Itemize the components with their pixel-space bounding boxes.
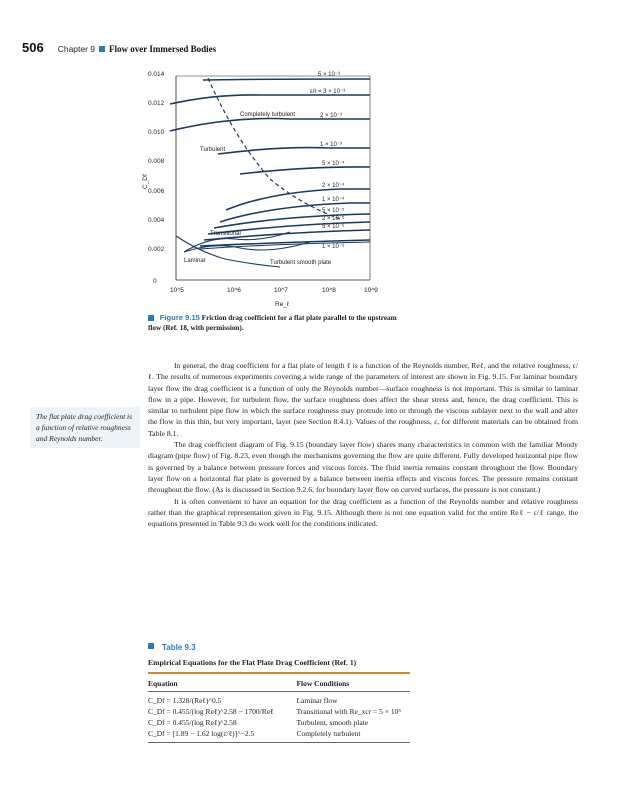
y-tick-label: 0.002: [148, 246, 165, 253]
curve-label: 2 × 10⁻⁵: [322, 216, 345, 222]
equation-cell: C_Df = 0.455/(log Reℓ)^2.58 − 1700/Reℓ: [148, 707, 274, 716]
figure-caption: [148, 313, 408, 333]
margin-note: The flat plate drag coefficient is a function of relative roughness and Reynolds number.: [30, 407, 140, 448]
caption-text: Friction drag coefficient for a flat plate parallel to the upstream flow (Ref. 18, with permission).: [148, 314, 397, 332]
page-header: [22, 40, 216, 60]
transitional-label: Transitional: [210, 231, 241, 237]
table-row: [148, 728, 410, 739]
curve-label: 1 × 10⁻³: [320, 142, 343, 148]
friction-drag-figure: [140, 64, 400, 314]
body-text: [148, 360, 578, 529]
y-tick-labels: [148, 71, 165, 285]
curve-label: 5 × 10⁻⁶: [322, 224, 345, 230]
x-tick-label: 10^6: [227, 287, 241, 294]
condition-cell: Turbulent, smooth plate: [296, 718, 369, 727]
table-title: Empirical Equations for the Flat Plate Drag Coefficient (Ref. 1): [148, 658, 357, 667]
curve-1e-4: [220, 203, 370, 222]
equation-cell: C_Df = [1.89 − 1.62 log(ε/ℓ)]^−2.5: [148, 729, 255, 738]
x-tick-label: 10^7: [274, 287, 288, 294]
page-number: 506: [22, 40, 44, 55]
x-tick-label: 10^8: [322, 287, 336, 294]
table-row: [148, 706, 410, 717]
condition-cell: Transitional with Re_xcr = 5 × 10⁵: [296, 707, 402, 716]
laminar-label: Laminar: [184, 258, 206, 264]
curve-label: 1 × 10⁻⁶: [322, 244, 345, 250]
figure-label: Figure 9.15: [159, 313, 200, 322]
x-tick-label: 10^5: [170, 287, 184, 294]
table-bottom-rule: [148, 742, 410, 743]
curve-5e-4: [240, 167, 370, 174]
column-header: Equation: [148, 679, 178, 688]
curve-labels: [310, 72, 345, 250]
paragraph: It is often convenient to have an equation for the drag coefficient as a function of the Reynolds number and relative roughness rather than the graphical representation given in Fig. 9.15. Although there is not one equation valid for the entire Reℓ − ε/ℓ range, the equations presented in Table 9.3 do work well for the conditions indicated.: [148, 496, 578, 529]
x-tick-labels: [170, 287, 378, 294]
equation-cell: C_Df = 1.328/(Reℓ)^0.5: [148, 696, 222, 705]
y-tick-label: 0.010: [148, 129, 165, 136]
table-label: Table 9.3: [162, 643, 196, 652]
condition-cell: Completely turbulent: [296, 729, 361, 738]
chapter-title: Flow over Immersed Bodies: [109, 44, 217, 54]
square-bullet-icon: [148, 643, 154, 649]
curve-label: 5 × 10⁻⁵: [322, 208, 345, 214]
curve-label: 2 × 10⁻⁴: [322, 183, 345, 189]
y-axis-title: C_Df: [142, 174, 149, 189]
x-tick-label: 10^9: [364, 287, 378, 294]
curve-3e-3: [170, 95, 370, 104]
y-tick-label: 0.014: [148, 71, 165, 78]
table-body: [148, 692, 410, 739]
curve-label: ε/ℓ = 3 × 10⁻³: [310, 89, 346, 95]
curve-label: 5 × 10⁻⁴: [322, 161, 345, 167]
curve-label: 5 × 10⁻³: [318, 72, 341, 78]
y-tick-label: 0.004: [148, 217, 165, 224]
curve-2e-3: [170, 119, 370, 132]
curve-label: 1 × 10⁻⁴: [322, 197, 345, 203]
chapter-label: Chapter 9: [57, 44, 96, 54]
smooth-plate-label: Turbulent smooth plate: [270, 260, 332, 266]
y-tick-label: 0.012: [148, 100, 165, 107]
table-header-row: [148, 674, 410, 692]
curve-5e-3: [203, 79, 370, 80]
curve-label: 2 × 10⁻³: [320, 113, 343, 119]
table-9-3: [148, 637, 410, 743]
paragraph: In general, the drag coefficient for a flat plate of length ℓ is a function of the Reynolds number, Reℓ, and the relative roughness, ε/ℓ. The results of numerous experiments covering a wide range of the parameters of interest are shown in Fig. 9.15. For laminar boundary layer flow the drag coefficient is a function of only the Reynolds number—surface roughness is not important. This is similar to laminar flow in a pipe. However, for turbulent flow, the surface roughness does affect the shear stress and, hence, the drag coefficient. This is similar to turbulent pipe flow in which the surface roughness may protrude into or through the viscous sublayer next to the wall and alter the flow in this thin, but very important, layer (see Section 8.4.1). Values of the roughness, ε, for different materials can be obtained from Table 8.1.: [148, 361, 578, 438]
paragraph: The drag coefficient diagram of Fig. 9.15 (boundary layer flow) shares many characteristics in common with the familiar Moody diagram (pipe flow) of Fig. 8.23, even though the mechanisms governing the flow are quite different. Fully developed horizontal pipe flow is governed by a balance between pressure forces and viscous forces. The fluid inertia remains constant throughout the flow. Boundary layer flow on a horizontal flat plate is governed by a balance between inertia effects and viscous forces. The pressure remains constant throughout the flow. (As is discussed in Section 9.2.6, for boundary layer flow on curved surfaces, the pressure is not constant.): [148, 440, 578, 495]
curve-1e-3: [218, 148, 370, 154]
square-bullet-icon: [148, 315, 154, 321]
equation-cell: C_Df = 0.455/(log Reℓ)^2.58: [148, 718, 237, 727]
condition-cell: Laminar flow: [296, 696, 338, 705]
turbulent-label: Turbulent: [200, 147, 226, 153]
table-row: [148, 717, 410, 728]
table-row: [148, 695, 410, 706]
y-tick-label: 0: [153, 278, 157, 285]
completely-turbulent-label: Completely turbulent: [240, 112, 296, 118]
square-bullet-icon: [99, 46, 105, 52]
column-header: Flow Conditions: [296, 679, 350, 688]
y-tick-label: 0.008: [148, 158, 165, 165]
y-tick-label: 0.006: [148, 188, 165, 195]
x-axis-title: Re_ℓ: [275, 301, 290, 308]
